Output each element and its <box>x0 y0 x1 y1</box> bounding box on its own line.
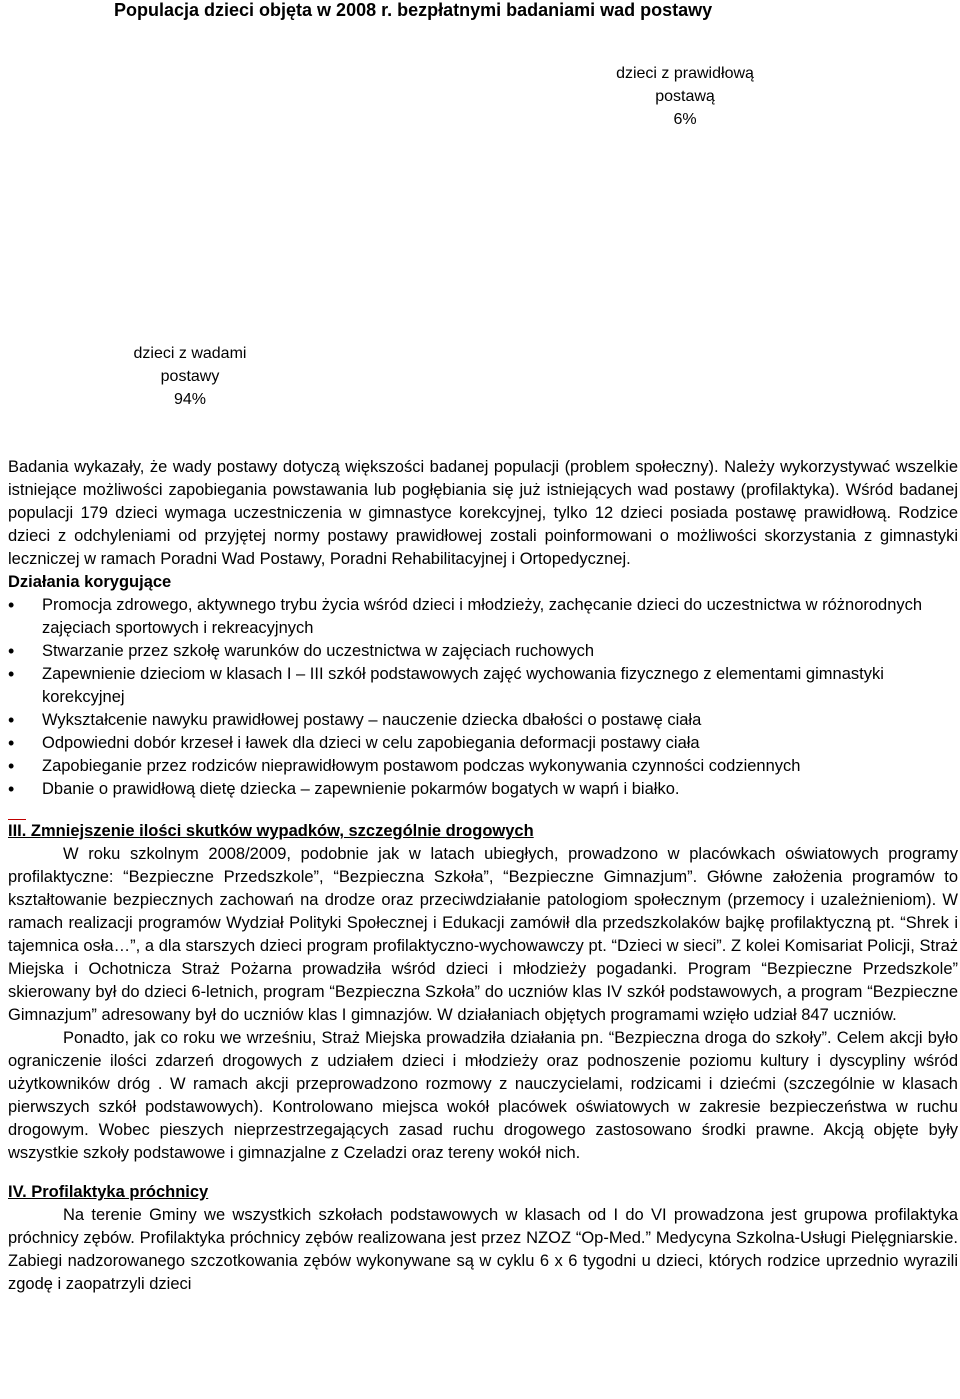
slice-label-line: dzieci z wadami <box>133 345 247 362</box>
spacer <box>8 1165 958 1181</box>
list-item: • Wykształcenie nawyku prawidłowej postawy – nauczenie dziecka dbałości o postawę ciała <box>8 709 958 732</box>
pie-slice-label-proper-posture <box>585 62 785 131</box>
intro-paragraph: Badania wykazały, że wady postawy dotyczą większości badanej populacji (problem społeczny). Należy wykorzystywać wszelkie istniejące możliwości zapobiegania powstawania lub pogłębiania się już istniejących wad postawy (profilaktyka). Wśród badanej populacji 179 dzieci wymaga uczestniczenia w gimnastyce korekcyjnej, tylko 12 dzieci posiada postawę prawidłową. Rodzice dzieci z odchyleniami od przyjętej normy postawy prawidłowej zostali poinformowani o możliwości skorzystania z gimnastyki leczniczej w ramach Poradni Wad Postawy, Poradni Rehabilitacyjnej i Ortopedycznej. <box>8 458 958 568</box>
document-body <box>8 456 958 1296</box>
slice-label-line: postawy <box>160 368 220 385</box>
section-3-paragraph-1: W roku szkolnym 2008/2009, podobnie jak w latach ubiegłych, prowadzono w placówkach oświatowych programy profilaktyczne: “Bezpieczne Przedszkole”, “Bezpieczna Szkoła”, “Bezpieczne Gimnazjum”. Główne założenia programów to kształtowanie bezpiecznych zachowań na drodze oraz przeciwdziałanie patologiom społecznym (przemocy i uzależnieniom). W ramach realizacji programów Wydział Polityki Społecznej i Edukacji zamówił dla przedszkolaków bajkę profilaktyczną pt. “Shrek i tajemnica osła…”, a dla starszych dzieci program profilaktyczno-wychowawczy pt. “Dzieci w sieci”. Z kolei Komisariat Policji, Straż Miejska i Ochotnicza Straż Pożarna prowadziła wśród dzieci i młodzieży pogadanki. Program “Bezpieczne Przedszkole” skierowany był do dzieci 6-letnich, program “Bezpieczna Szkoła” do uczniów klas IV szkół podstawowych, a program “Bezpieczne Gimnazjum” adresowany był do uczniów klas I gimnazjów. W działaniach objętych programami wzięło udział 847 uczniów. <box>8 845 958 1024</box>
corrective-actions-list <box>8 594 958 801</box>
section-3-paragraph-2: Ponadto, jak co roku we wrześniu, Straż Miejska prowadziła działania pn. “Bezpieczna droga do szkoły”. Celem akcji było ograniczenie ilości zdarzeń drogowych z udziałem dzieci i młodzieży oraz podnoszenie poziomu kultury i dyscypliny wśród użytkowników dróg . W ramach akcji przeprowadzono rozmowy z nauczycielami, rodzicami i dziećmi (szczególnie w klasach pierwszych szkół podstawowych). Kontrolowano miejsca wokół placówek oświatowych w zakresie bezpieczeństwa w ruchu drogowym. Wobec pieszych nieprzestrzegających zasad ruchu drogowego zastosowano środki prawne. Akcją objęte były wszystkie szkoły podstawowe i gimnazjalne z Czeladzi oraz tereny wokół nich. <box>8 1029 958 1162</box>
list-item: • Dbanie o prawidłową dietę dziecka – zapewnienie pokarmów bogatych w wapń i białko. <box>8 778 958 801</box>
list-item: • Promocja zdrowego, aktywnego trybu życia wśród dzieci i młodzieży, zachęcanie dzieci do uczestnictwa w różnorodnych zajęciach sportowych i rekreacyjnych <box>8 594 958 640</box>
list-item: • Zapewnienie dzieciom w klasach I – III szkół podstawowych zajęć wychowania fizycznego z elementami gimnastyki korekcyjnej <box>8 663 958 709</box>
slice-label-line: dzieci z prawidłową <box>616 65 754 82</box>
slice-label-line: postawą <box>655 88 715 105</box>
pie-slice-label-posture-defects <box>85 342 295 411</box>
section-4-heading: IV. Profilaktyka próchnicy <box>8 1183 209 1201</box>
page-title: Populacja dzieci objęta w 2008 r. bezpłatnymi badaniami wad postawy <box>114 0 713 20</box>
list-item: • Zapobieganie przez rodziców nieprawidłowym postawom podczas wykonywania czynności codziennych <box>8 755 958 778</box>
list-item: • Stwarzanie przez szkołę warunków do uczestnictwa w zajęciach ruchowych <box>8 640 958 663</box>
slice-label-percent: 6% <box>673 111 697 128</box>
section-3-heading: III. Zmniejszenie ilości skutków wypadków, szczególnie drogowych <box>8 822 534 840</box>
slice-label-percent: 94% <box>173 391 207 408</box>
list-item: • Odpowiedni dobór krzeseł i ławek dla dzieci w celu zapobiegania deformacji postawy ciała <box>8 732 958 755</box>
section-4-paragraph-1: Na terenie Gminy we wszystkich szkołach podstawowych w klasach od I do VI prowadzona jest grupowa profilaktyka próchnicy zębów. Profilaktyka próchnicy zębów realizowana jest przez NZOZ “Op-Med.” Medycyna Szkolna-Usługi Pielęgniarskie. Zabiegi nadzorowanego szczotkowania zębów wykonywane są w cyklu 6 x 6 tygodni u dzieci, których rodzice uprzednio wyrazili zgodę i zaopatrzyli dzieci <box>8 1206 958 1293</box>
corrective-actions-heading: Działania korygujące <box>8 573 172 591</box>
